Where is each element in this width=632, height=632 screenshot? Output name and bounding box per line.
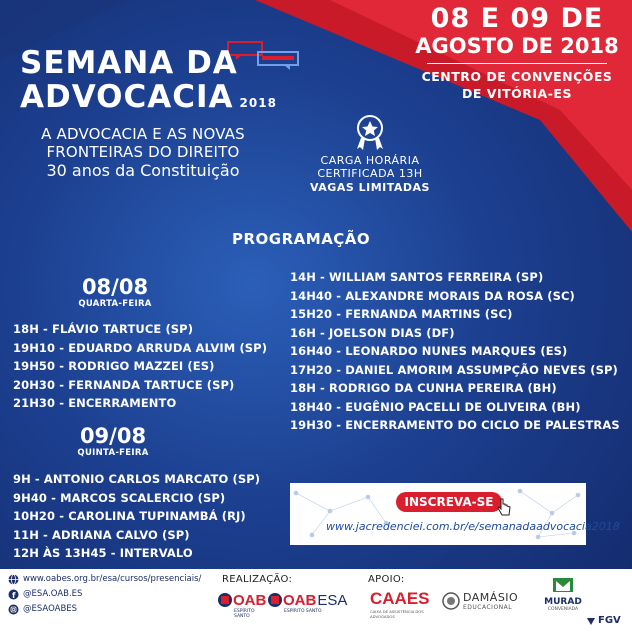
oab-es-logo: [218, 591, 267, 619]
register-button[interactable]: INSCREVA-SE: [396, 492, 502, 512]
caaes-logo: [370, 589, 440, 619]
register-link[interactable]: www.jacredenciei.com.br/e/semanadaadvocacia2018: [326, 520, 620, 533]
schedule-item: 21H30 - ENCERRAMENTO: [13, 396, 177, 410]
oab-emblem-icon: [218, 591, 232, 609]
hand-cursor-icon: [496, 497, 512, 517]
date-divider: [427, 63, 607, 64]
schedule-item: 11H - ADRIANA CALVO (SP): [13, 527, 190, 542]
fgv-arrow-icon: [586, 616, 596, 626]
fgv-text: FGV: [598, 615, 621, 626]
murad-text: MURAD: [544, 597, 582, 607]
day1-date: 08/08: [81, 275, 149, 299]
subtitle-line2: FRONTEIRAS DO DIREITO: [46, 143, 240, 161]
oab-emblem-icon: [268, 591, 282, 609]
title-line1: SEMANA DA: [20, 45, 238, 81]
facebook-link[interactable]: [8, 587, 201, 601]
badge-line3: VAGAS LIMITADAS: [310, 181, 430, 194]
oab-esa-text: OAB: [283, 591, 317, 609]
caaes-text: CAAES: [370, 589, 430, 608]
facebook-icon: [8, 589, 19, 600]
event-subtitle: [30, 125, 256, 181]
badge-line2: CERTIFICADA 13H: [317, 167, 423, 180]
oab-esa-subtext: ESPÍRITO SANTO: [284, 609, 322, 614]
event-date-line2: AGOSTO DE 2018: [415, 34, 619, 58]
globe-icon: [8, 574, 19, 585]
murad-emblem-icon: [552, 577, 574, 593]
schedule-item: 20H30 - FERNANDA TARTUCE (SP): [13, 377, 235, 392]
event-date-line1: 08 E 09 DE: [430, 3, 604, 34]
day1-weekday: QUARTA-FEIRA: [78, 299, 152, 309]
damasio-text: DAMÁSIO: [463, 591, 519, 604]
day2-date: 09/08: [79, 424, 147, 448]
schedule-item: 10H20 - CAROLINA TUPINAMBÁ (RJ): [13, 509, 246, 523]
schedule-item: 19H50 - RODRIGO MAZZEI (ES): [13, 359, 215, 373]
subtitle-line1: A ADVOCACIA E AS NOVAS: [41, 125, 245, 143]
schedule-item: 14H40 - ALEXANDRE MORAIS DA ROSA (SC): [290, 288, 575, 303]
day2-weekday: QUINTA-FEIRA: [77, 448, 149, 458]
programacao-heading: PROGRAMAÇÃO: [232, 230, 371, 248]
day2-morning-schedule: [13, 470, 260, 563]
venue-line2: DE VITÓRIA-ES: [462, 86, 572, 101]
website-text: www.oabes.org.br/esa/cursos/presenciais/: [23, 574, 202, 584]
murad-logo: [540, 577, 586, 612]
fgv-logo: [586, 615, 621, 626]
day2-afternoon-schedule: [290, 268, 620, 435]
badge-line1: CARGA HORÁRIA: [320, 154, 420, 167]
day1-schedule: [13, 320, 267, 413]
facebook-text: @ESA.OAB.ES: [23, 589, 83, 599]
event-date-venue: [412, 4, 622, 102]
instagram-icon: [8, 604, 19, 615]
schedule-item: 14H - WILLIAM SANTOS FERREIRA (SP): [290, 270, 544, 284]
event-title: [20, 46, 277, 114]
damasio-emblem-icon: [442, 592, 460, 610]
register-panel: [290, 483, 620, 545]
oab-es-subtext: ESPÍRITO SANTO: [234, 609, 255, 619]
schedule-item: 18H40 - EUGÊNIO PACELLI DE OLIVEIRA (BH): [290, 399, 581, 414]
caaes-subtext: CAIXA DE ASSISTÊNCIA DOS ADVOGADOS: [370, 609, 424, 619]
schedule-item: 12H ÀS 13H45 - INTERVALO: [13, 546, 193, 560]
oab-esa-logo: [268, 591, 348, 614]
schedule-item: 9H40 - MARCOS SCALERCIO (SP): [13, 490, 226, 505]
schedule-item: 16H40 - LEONARDO NUNES MARQUES (ES): [290, 344, 568, 358]
day2-heading: [58, 425, 168, 458]
schedule-item: 19H10 - EDUARDO ARRUDA ALVIM (SP): [13, 340, 268, 355]
website-link[interactable]: [8, 572, 201, 586]
certificate-badge: [300, 112, 440, 195]
title-year: 2018: [239, 96, 277, 110]
schedule-item: 18H - RODRIGO DA CUNHA PEREIRA (BH): [290, 381, 557, 395]
schedule-item: 9H - ANTONIO CARLOS MARCATO (SP): [13, 472, 261, 486]
realizacao-label: REALIZAÇÃO:: [222, 574, 293, 585]
day1-heading: [60, 276, 170, 309]
instagram-text: @ESAOABES: [23, 604, 78, 614]
damasio-subtext: EDUCACIONAL: [463, 604, 513, 611]
murad-subtext: CONVENIADA: [547, 607, 579, 612]
schedule-item: 17H20 - DANIEL AMORIM ASSUMPÇÃO NEVES (SP): [290, 362, 618, 377]
schedule-item: 15H20 - FERNANDA MARTINS (SC): [290, 307, 513, 321]
schedule-item: 19H30 - ENCERRAMENTO DO CICLO DE PALESTRAS: [290, 418, 620, 432]
footer: [0, 569, 632, 632]
instagram-link[interactable]: [8, 602, 201, 616]
apoio-label: APOIO:: [368, 574, 405, 585]
title-line2: ADVOCACIA: [20, 79, 234, 115]
svg-text:f: f: [12, 590, 16, 600]
subtitle-line3: 30 anos da Constituição: [46, 161, 240, 180]
esa-text: ESA: [317, 591, 348, 609]
damasio-logo: [442, 591, 518, 611]
certificate-seal-icon: [350, 112, 390, 152]
schedule-item: 18H - FLÁVIO TARTUCE (SP): [13, 322, 194, 336]
venue-line1: CENTRO DE CONVENÇÕES: [421, 69, 613, 84]
contact-links: [8, 572, 201, 617]
schedule-item: 16H - JOELSON DIAS (DF): [290, 325, 455, 340]
oab-es-text: OAB: [233, 591, 267, 609]
